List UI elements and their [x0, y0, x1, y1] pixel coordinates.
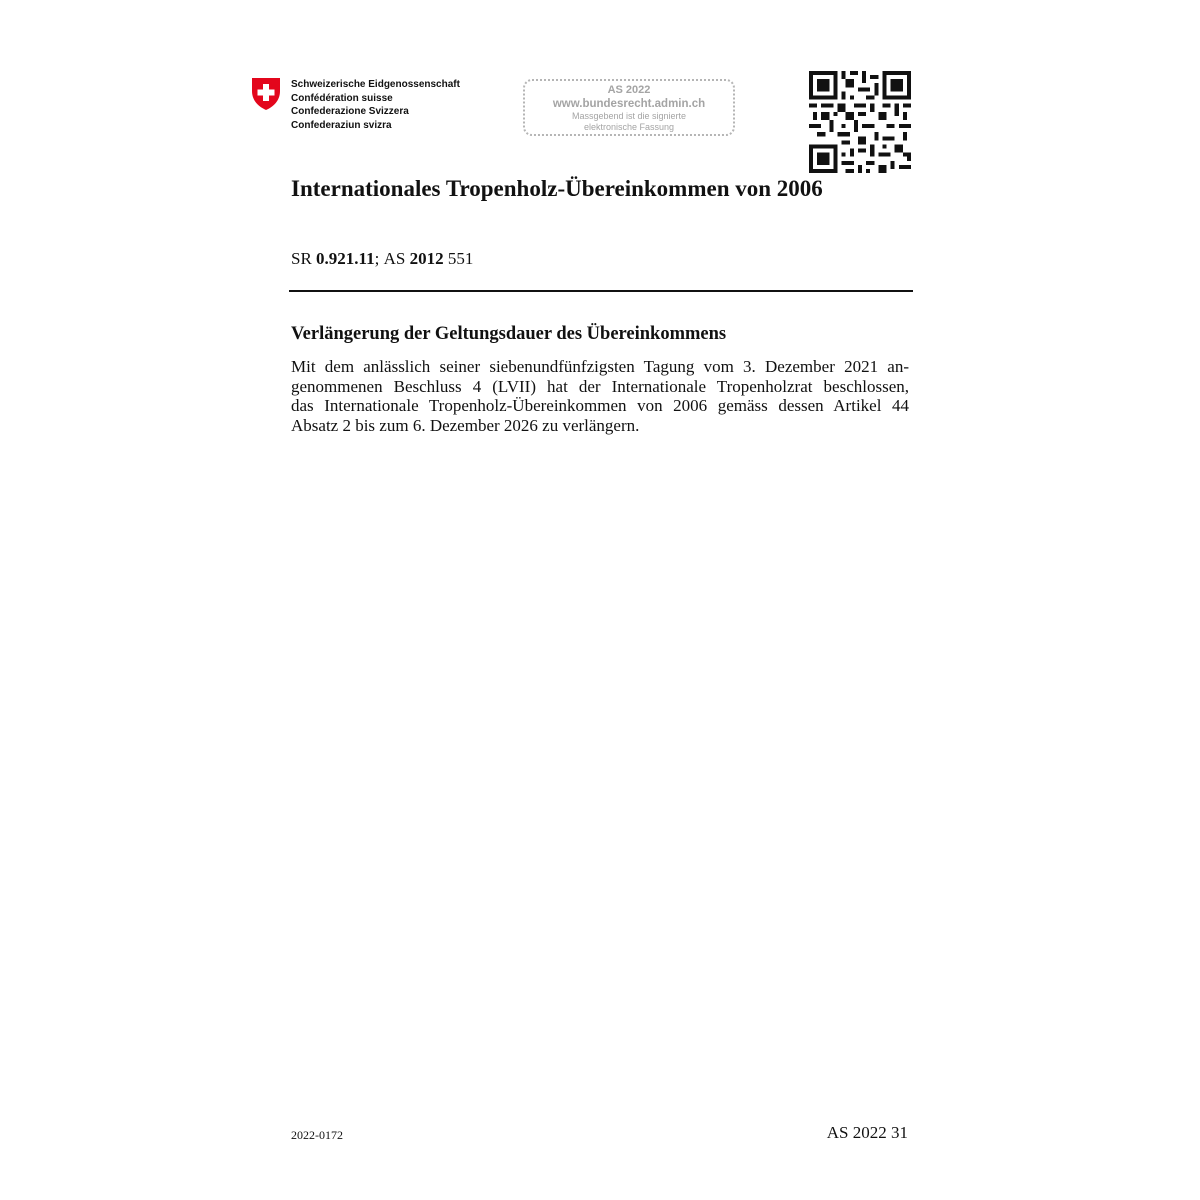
- stamp-note-2: elektronische Fassung: [583, 122, 675, 132]
- body-paragraph: [291, 357, 909, 435]
- document-title: Internationales Tropenholz-Übereinkommen von 2006: [291, 176, 823, 201]
- body-line: das Internationale Tropenholz-Übereinkommen von 2006 gemäss dessen Artikel 44: [291, 396, 909, 415]
- horizontal-divider: [289, 290, 913, 292]
- confederation-names: [291, 78, 460, 132]
- stamp-collection: AS 2022: [607, 84, 651, 96]
- swiss-coat-of-arms-icon: [251, 77, 281, 111]
- sr-number: 0.921.11: [316, 249, 375, 268]
- confederation-name-fr: Confédération suisse: [291, 92, 393, 104]
- qr-code-icon: [809, 71, 911, 173]
- confederation-name-de: Schweizerische Eidgenossenschaft: [291, 79, 460, 90]
- body-line: genommenen Beschluss 4 (LVII) hat der Internationale Tropenholzrat beschlossen,: [291, 376, 909, 396]
- reference-separator: ;: [374, 249, 380, 268]
- confederation-name-it: Confederazione Svizzera: [291, 106, 409, 117]
- stamp-note-1: Massgebend ist die signierte: [571, 111, 687, 121]
- as-year: 2012: [409, 249, 444, 268]
- document-reference: [291, 249, 473, 269]
- stamp-url: www.bundesrecht.admin.ch: [552, 98, 706, 110]
- body-line: Mit dem anlässlich seiner siebenundfünfzigsten Tagung vom 3. Dezember 2021 an-: [291, 357, 909, 376]
- as-page: 551: [447, 249, 474, 268]
- sr-label: SR: [291, 249, 312, 268]
- section-title: Verlängerung der Geltungsdauer des Übereinkommens: [291, 324, 727, 344]
- footer-doc-number: 2022-0172: [291, 1128, 343, 1142]
- footer-page-reference: AS 2022 31: [826, 1123, 908, 1142]
- publication-stamp: [523, 79, 735, 136]
- confederation-name-rm: Confederaziun svizra: [291, 119, 392, 131]
- as-label: AS: [383, 249, 406, 268]
- body-line: Absatz 2 bis zum 6. Dezember 2026 zu verlängern.: [291, 415, 640, 435]
